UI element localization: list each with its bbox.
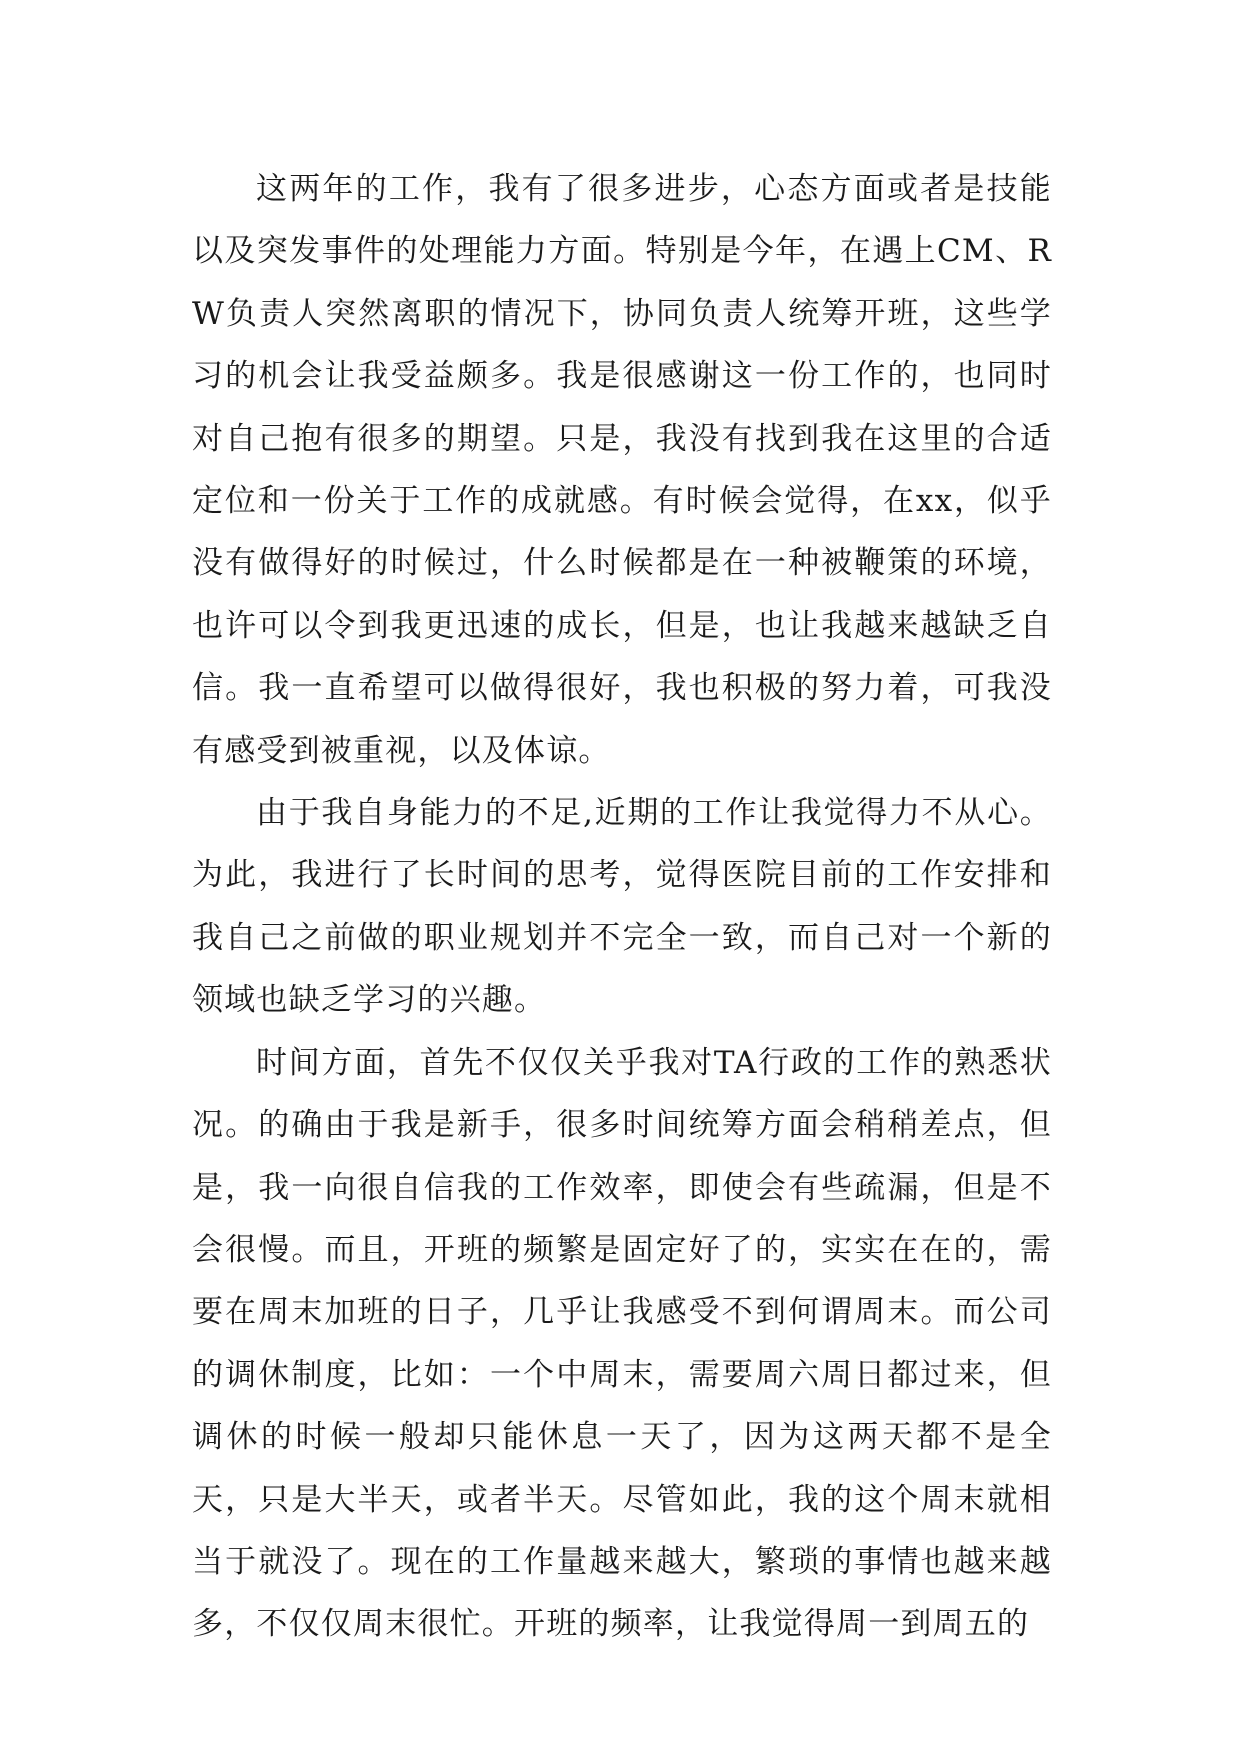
paragraph-ability-shortfall: 由于我自身能力的不足,近期的工作让我觉得力不从心。为此，我进行了长时间的思考，觉得医院目前的工作安排和我自己之前做的职业规划并不完全一致，而自己对一个新的领域也缺乏学习的兴趣。 <box>192 795 1052 1019</box>
paragraph-work-progress: 这两年的工作，我有了很多进步，心态方面或者是技能以及突发事件的处理能力方面。特别是今年，在遇上CM、RW负责人突然离职的情况下，协同负责人统筹开班，这些学习的机会让我受益颇多。我是很感谢这一份工作的，也同时对自己抱有很多的期望。只是，我没有找到我在这里的合适定位和一份关于工作的成就感。有时候会觉得，在xx，似乎没有做得好的时候过，什么时候都是在一种被鞭策的环境，也许可以令到我更迅速的成长，但是，也让我越来越缺乏自信。我一直希望可以做得很好，我也积极的努力着，可我没有感受到被重视，以及体谅。 <box>192 171 1052 769</box>
paragraph-time-schedule: 时间方面，首先不仅仅关乎我对TA行政的工作的熟悉状况。的确由于我是新手，很多时间统筹方面会稍稍差点，但是，我一向很自信我的工作效率，即使会有些疏漏，但是不会很慢。而且，开班的频繁是固定好了的，实实在在的，需要在周末加班的日子，几乎让我感受不到何谓周末。而公司的调休制度，比如：一个中周末，需要周六周日都过来，但调休的时候一般却只能休息一天了，因为这两天都不是全天，只是大半天，或者半天。尽管如此，我的这个周末就相当于就没了。现在的工作量越来越大，繁琐的事情也越来越多，不仅仅周末很忙。开班的频率，让我觉得周一到周五的 <box>192 1044 1052 1643</box>
body-text <box>192 158 1052 1656</box>
